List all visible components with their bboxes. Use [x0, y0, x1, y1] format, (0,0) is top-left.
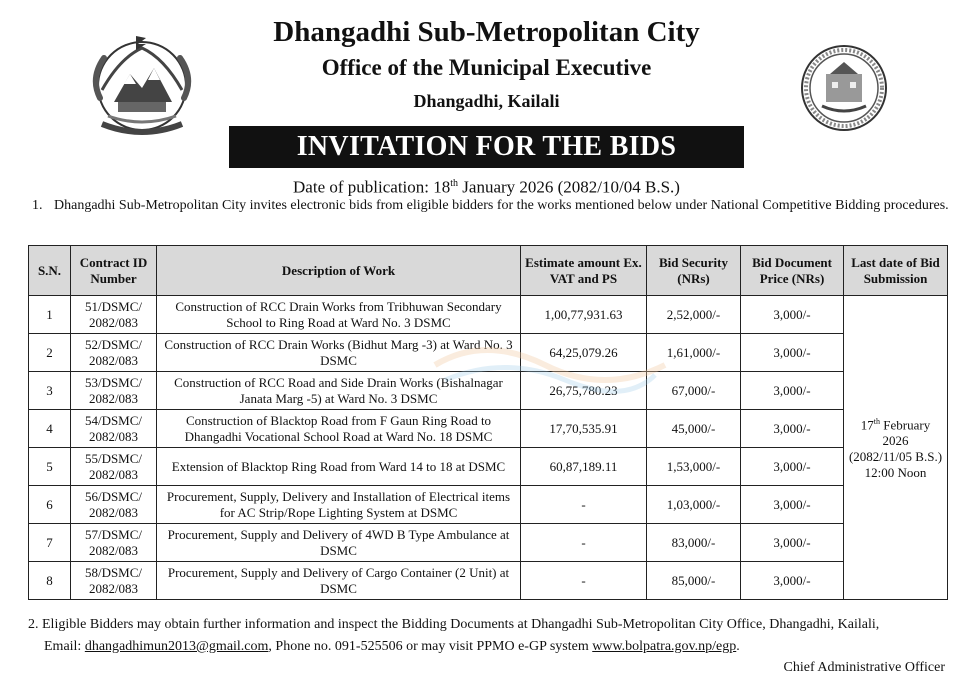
contract-id-line1: 55/DSMC/ — [84, 450, 143, 466]
contract-id-line1: 51/DSMC/ — [84, 298, 143, 314]
header-security: Bid Security (NRs) — [647, 246, 741, 296]
watermark-icon — [425, 325, 675, 405]
cell-doc-price: 3,000/- — [741, 296, 844, 334]
cell-description: Procurement, Supply and Delivery of 4WD B Type Ambulance at DSMC — [157, 524, 521, 562]
table-row — [29, 410, 948, 448]
header-sn: S.N. — [29, 246, 71, 296]
contract-id-line2: 2082/083 — [88, 542, 139, 558]
cell-contract-id — [71, 448, 157, 486]
cell-estimate: 64,25,079.26 — [521, 334, 647, 372]
cell-contract-id — [71, 486, 157, 524]
table-header-row — [29, 246, 948, 296]
cell-estimate: - — [521, 524, 647, 562]
place-title: Dhangadhi, Kailali — [413, 91, 560, 111]
cell-description: Construction of RCC Road and Side Drain Works (Bishalnagar Janata Marg -5) at Ward No. 3 DSMC — [157, 372, 521, 410]
header-description: Description of Work — [157, 246, 521, 296]
header-last-date: Last date of Bid Submission — [844, 246, 948, 296]
contract-id-line1: 52/DSMC/ — [84, 336, 143, 352]
last-date-sup: th — [873, 416, 881, 426]
cell-security: 2,52,000/- — [647, 296, 741, 334]
cell-contract-id — [71, 334, 157, 372]
cell-security: 1,61,000/- — [647, 334, 741, 372]
cell-sn: 7 — [29, 524, 71, 562]
contract-id-line1: 53/DSMC/ — [84, 374, 143, 390]
contract-id-line2: 2082/083 — [88, 466, 139, 482]
cell-sn: 5 — [29, 448, 71, 486]
email-link[interactable]: dhangadhimun2013@gmail.com — [84, 639, 269, 654]
cell-description: Extension of Blacktop Ring Road from Ward 14 to 18 at DSMC — [157, 448, 521, 486]
cell-description: Procurement, Supply, Delivery and Installation of Electrical items for AC Strip/Rope Lighting System at DSMC — [157, 486, 521, 524]
header-estimate: Estimate amount Ex. VAT and PS — [521, 246, 647, 296]
cell-contract-id — [71, 296, 157, 334]
paragraph-1-number: 1. — [32, 198, 43, 213]
contract-id-line2: 2082/083 — [88, 580, 139, 596]
cell-estimate: 26,75,780.23 — [521, 372, 647, 410]
contract-id-line2: 2082/083 — [88, 504, 139, 520]
cell-sn: 1 — [29, 296, 71, 334]
cell-doc-price: 3,000/- — [741, 410, 844, 448]
cell-contract-id — [71, 562, 157, 600]
cell-estimate: - — [521, 486, 647, 524]
cell-sn: 6 — [29, 486, 71, 524]
contract-id-line2: 2082/083 — [88, 314, 139, 330]
last-date-bs: (2082/11/05 B.S.) — [848, 449, 943, 465]
contract-id-line1: 57/DSMC/ — [84, 526, 143, 542]
table-row — [29, 486, 948, 524]
cell-estimate: 1,00,77,931.63 — [521, 296, 647, 334]
cell-description: Construction of Blacktop Road from F Gaun Ring Road to Dhangadhi Vocational School Road at Ward No. 18 DSMC — [157, 410, 521, 448]
cell-description: Construction of RCC Drain Works from Tribhuwan Secondary School to Ring Road at Ward No. 3 DSMC — [157, 296, 521, 334]
cell-security: 85,000/- — [647, 562, 741, 600]
cell-description: Procurement, Supply and Delivery of Cargo Container (2 Unit) at DSMC — [157, 562, 521, 600]
publication-date-sup: th — [450, 178, 459, 189]
header-doc-price: Bid Document Price (NRs) — [741, 246, 844, 296]
cell-estimate: 60,87,189.11 — [521, 448, 647, 486]
cell-sn: 2 — [29, 334, 71, 372]
publication-date-prefix: Date of publication: 18 — [293, 177, 451, 197]
paragraph-2-end: . — [736, 639, 740, 654]
paragraph-2-line1: 2. Eligible Bidders may obtain further information and inspect the Bidding Documents at Dhangadhi Sub-Metropolitan City Office, Dhangadhi, Kailali, — [28, 617, 880, 632]
publication-date-suffix: January 2026 (2082/10/04 B.S.) — [458, 177, 680, 197]
contract-id-line2: 2082/083 — [88, 390, 139, 406]
cell-contract-id — [71, 524, 157, 562]
contract-id-line2: 2082/083 — [88, 352, 139, 368]
header-contract-id: Contract ID Number — [71, 246, 157, 296]
last-date-time: 12:00 Noon — [864, 465, 927, 481]
cell-sn: 4 — [29, 410, 71, 448]
cell-doc-price: 3,000/- — [741, 486, 844, 524]
cell-doc-price: 3,000/- — [741, 372, 844, 410]
cell-security: 1,53,000/- — [647, 448, 741, 486]
signature: Chief Administrative Officer — [783, 660, 945, 675]
cell-security: 67,000/- — [647, 372, 741, 410]
email-prefix: Email: — [44, 639, 85, 654]
bids-table — [28, 245, 948, 600]
cell-security: 83,000/- — [647, 524, 741, 562]
cell-description: Construction of RCC Drain Works (Bidhut Marg -3) at Ward No. 3 DSMC — [157, 334, 521, 372]
paragraph-2-line2 — [28, 636, 952, 658]
cell-doc-price: 3,000/- — [741, 448, 844, 486]
bids-banner: INVITATION FOR THE BIDS — [229, 126, 744, 168]
cell-sn: 8 — [29, 562, 71, 600]
cell-last-date — [844, 296, 948, 600]
paragraph-1-text: Dhangadhi Sub-Metropolitan City invites electronic bids from eligible bidders for the works mentioned below under National Competitive Bidding procedures. — [54, 198, 949, 213]
table-row — [29, 562, 948, 600]
paragraph-1 — [32, 196, 952, 215]
cell-estimate: 17,70,535.91 — [521, 410, 647, 448]
cell-contract-id — [71, 372, 157, 410]
contract-id-line1: 56/DSMC/ — [84, 488, 143, 504]
phone-text: , Phone no. 091-525506 or may visit PPMO e-GP system — [268, 639, 593, 654]
cell-security: 1,03,000/- — [647, 486, 741, 524]
contract-id-line1: 54/DSMC/ — [84, 412, 143, 428]
city-title: Dhangadhi Sub-Metropolitan City — [273, 16, 700, 48]
cell-security: 45,000/- — [647, 410, 741, 448]
table-row — [29, 524, 948, 562]
contract-id-line2: 2082/083 — [88, 428, 139, 444]
cell-doc-price: 3,000/- — [741, 524, 844, 562]
office-title: Office of the Municipal Executive — [321, 55, 652, 80]
last-date-month: February 2026 — [880, 417, 931, 449]
cell-contract-id — [71, 410, 157, 448]
last-date-day: 17 — [860, 417, 874, 433]
publication-date — [0, 173, 973, 199]
table-row — [29, 448, 948, 486]
cell-estimate: - — [521, 562, 647, 600]
paragraph-2 — [28, 614, 952, 658]
cell-sn: 3 — [29, 372, 71, 410]
cell-doc-price: 3,000/- — [741, 334, 844, 372]
cell-doc-price: 3,000/- — [741, 562, 844, 600]
website-link[interactable]: www.bolpatra.gov.np/egp — [592, 639, 737, 654]
contract-id-line1: 58/DSMC/ — [84, 564, 143, 580]
